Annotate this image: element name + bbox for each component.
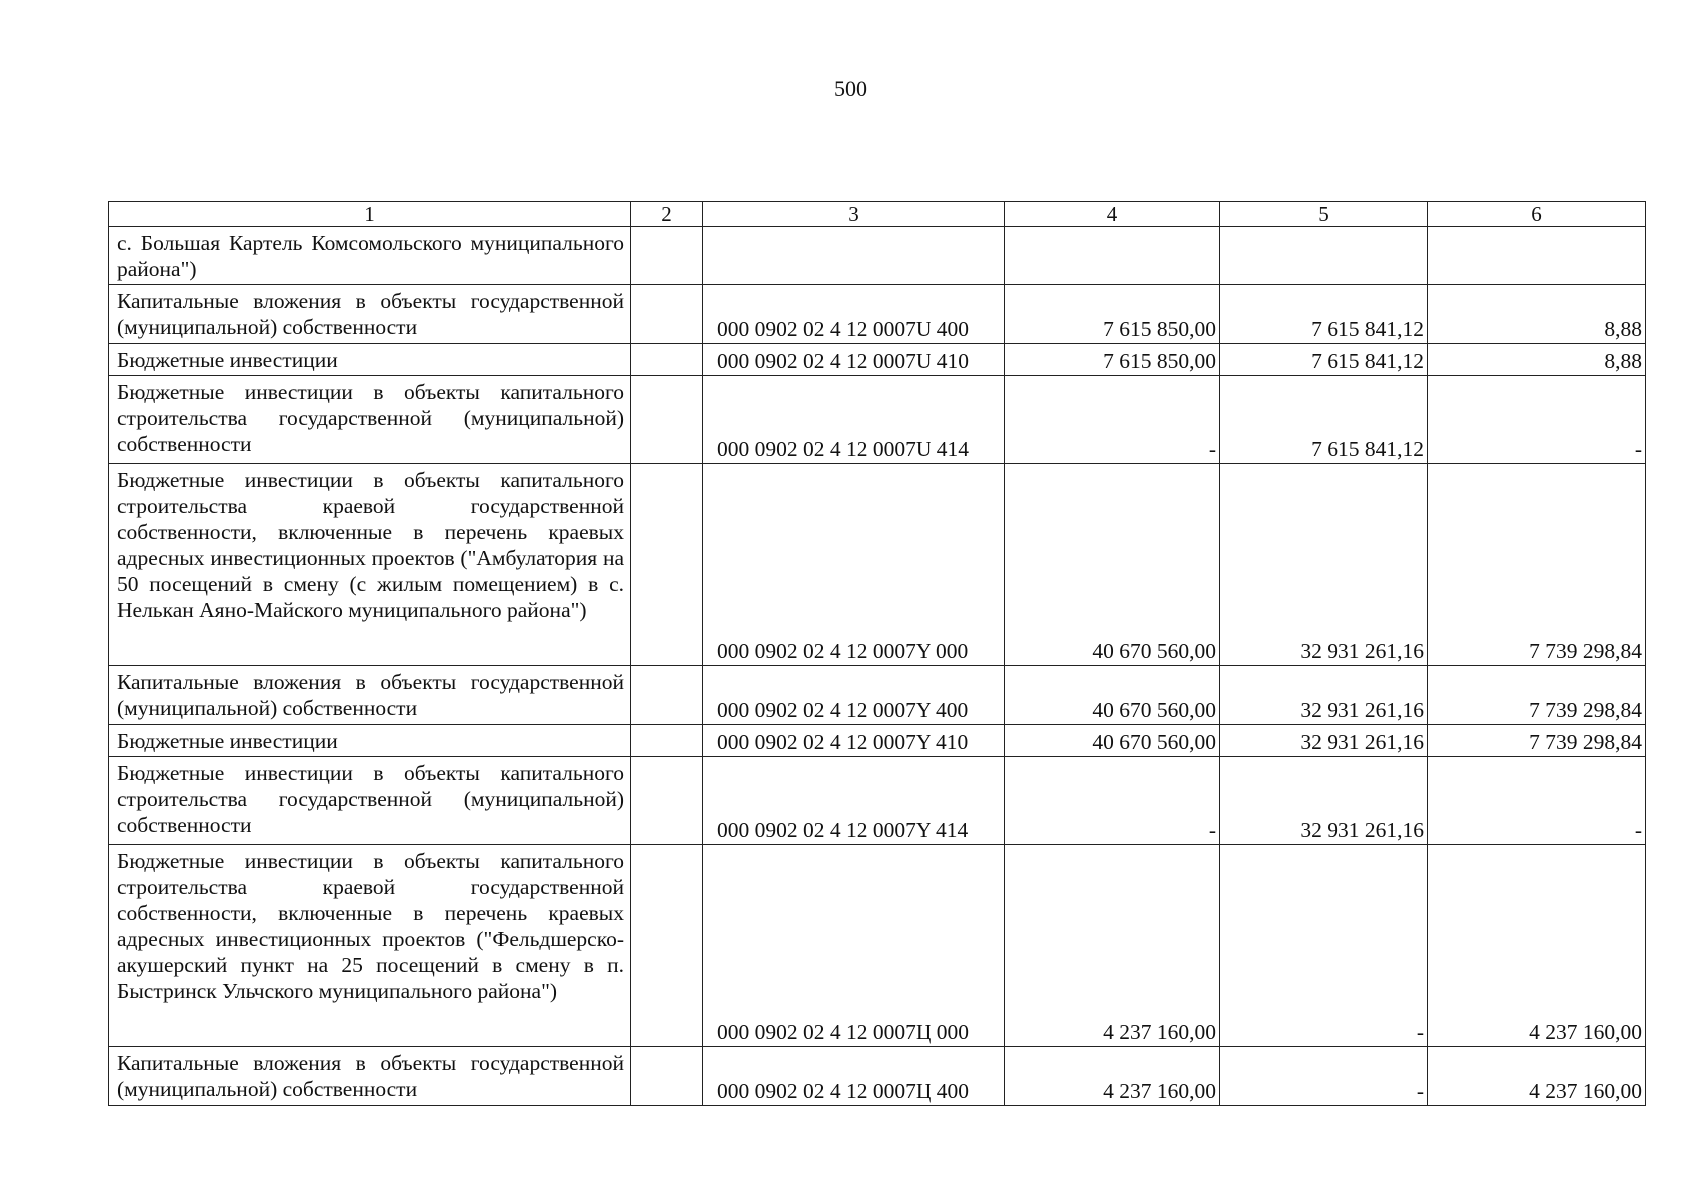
- row-col2-cell: [631, 845, 703, 1047]
- table-row: [109, 666, 1646, 725]
- row-code-cell: 000 0902 02 4 12 0007U 400: [703, 285, 1005, 344]
- row-name-cell: Бюджетные инвестиции: [109, 344, 631, 376]
- row-col4-cell: [1005, 227, 1220, 285]
- row-col4-cell: -: [1005, 376, 1220, 464]
- row-col2-cell: [631, 757, 703, 845]
- row-code-cell: 000 0902 02 4 12 0007U 414: [703, 376, 1005, 464]
- row-col2-cell: [631, 285, 703, 344]
- table-row: [109, 757, 1646, 845]
- column-header: 1: [109, 202, 631, 227]
- row-col5-cell: 7 615 841,12: [1220, 376, 1428, 464]
- row-code-cell: 000 0902 02 4 12 0007Y 000: [703, 464, 1005, 666]
- table-row: [109, 845, 1646, 1047]
- row-col6-cell: [1428, 227, 1646, 285]
- table-row: [109, 285, 1646, 344]
- row-name-cell: Капитальные вложения в объекты государственной (муниципальной) собственности: [109, 1047, 631, 1106]
- row-col6-cell: 7 739 298,84: [1428, 464, 1646, 666]
- table-row: [109, 227, 1646, 285]
- row-col5-cell: [1220, 227, 1428, 285]
- row-col5-cell: 32 931 261,16: [1220, 666, 1428, 725]
- row-code-cell: 000 0902 02 4 12 0007Y 414: [703, 757, 1005, 845]
- row-col6-cell: 7 739 298,84: [1428, 666, 1646, 725]
- column-header: 2: [631, 202, 703, 227]
- table-row: [109, 344, 1646, 376]
- row-name-cell: Бюджетные инвестиции в объекты капитального строительства краевой государственной собственности, включенные в перечень краевых адресных инвестиционных проектов ("Амбулатория на 50 посещений в смену (с жилым помещением) в с. Нелькан Аяно-Майского муниципального района"): [109, 464, 631, 666]
- row-col5-cell: 32 931 261,16: [1220, 757, 1428, 845]
- row-code-cell: [703, 227, 1005, 285]
- page-number: 500: [834, 76, 867, 101]
- row-col4-cell: 40 670 560,00: [1005, 464, 1220, 666]
- row-name-cell: Капитальные вложения в объекты государственной (муниципальной) собственности: [109, 666, 631, 725]
- row-col2-cell: [631, 344, 703, 376]
- row-col4-cell: 7 615 850,00: [1005, 285, 1220, 344]
- column-header: 4: [1005, 202, 1220, 227]
- row-col5-cell: -: [1220, 1047, 1428, 1106]
- row-col4-cell: 40 670 560,00: [1005, 666, 1220, 725]
- row-col2-cell: [631, 1047, 703, 1106]
- budget-execution-table: [108, 201, 1646, 1106]
- row-col2-cell: [631, 227, 703, 285]
- row-col4-cell: -: [1005, 757, 1220, 845]
- row-col5-cell: -: [1220, 845, 1428, 1047]
- row-col4-cell: 40 670 560,00: [1005, 725, 1220, 757]
- row-col2-cell: [631, 666, 703, 725]
- row-col6-cell: 8,88: [1428, 285, 1646, 344]
- row-name-cell: с. Большая Картель Комсомольского муниципального района"): [109, 227, 631, 285]
- table-header-row: [109, 202, 1646, 227]
- row-col5-cell: 32 931 261,16: [1220, 464, 1428, 666]
- row-col5-cell: 7 615 841,12: [1220, 344, 1428, 376]
- row-name-cell: Бюджетные инвестиции: [109, 725, 631, 757]
- row-col6-cell: -: [1428, 376, 1646, 464]
- row-code-cell: 000 0902 02 4 12 0007Ц 000: [703, 845, 1005, 1047]
- row-col6-cell: 4 237 160,00: [1428, 1047, 1646, 1106]
- row-col6-cell: -: [1428, 757, 1646, 845]
- row-col4-cell: 4 237 160,00: [1005, 1047, 1220, 1106]
- column-header: 3: [703, 202, 1005, 227]
- row-name-cell: Бюджетные инвестиции в объекты капитального строительства государственной (муниципальной) собственности: [109, 757, 631, 845]
- column-header: 5: [1220, 202, 1428, 227]
- row-code-cell: 000 0902 02 4 12 0007Ц 400: [703, 1047, 1005, 1106]
- row-name-cell: Капитальные вложения в объекты государственной (муниципальной) собственности: [109, 285, 631, 344]
- row-code-cell: 000 0902 02 4 12 0007U 410: [703, 344, 1005, 376]
- row-code-cell: 000 0902 02 4 12 0007Y 400: [703, 666, 1005, 725]
- row-col2-cell: [631, 376, 703, 464]
- row-col2-cell: [631, 464, 703, 666]
- row-col5-cell: 7 615 841,12: [1220, 285, 1428, 344]
- row-col5-cell: 32 931 261,16: [1220, 725, 1428, 757]
- table-row: [109, 725, 1646, 757]
- table-row: [109, 376, 1646, 464]
- row-col6-cell: 4 237 160,00: [1428, 845, 1646, 1047]
- row-col6-cell: 7 739 298,84: [1428, 725, 1646, 757]
- row-col4-cell: 7 615 850,00: [1005, 344, 1220, 376]
- column-header: 6: [1428, 202, 1646, 227]
- row-col2-cell: [631, 725, 703, 757]
- row-col6-cell: 8,88: [1428, 344, 1646, 376]
- table-row: [109, 1047, 1646, 1106]
- row-name-cell: Бюджетные инвестиции в объекты капитального строительства краевой государственной собственности, включенные в перечень краевых адресных инвестиционных проектов ("Фельдшерско-акушерский пункт на 25 посещений в смену в п. Быстринск Ульчского муниципального района"): [109, 845, 631, 1047]
- row-col4-cell: 4 237 160,00: [1005, 845, 1220, 1047]
- row-code-cell: 000 0902 02 4 12 0007Y 410: [703, 725, 1005, 757]
- row-name-cell: Бюджетные инвестиции в объекты капитального строительства государственной (муниципальной) собственности: [109, 376, 631, 464]
- table-row: [109, 464, 1646, 666]
